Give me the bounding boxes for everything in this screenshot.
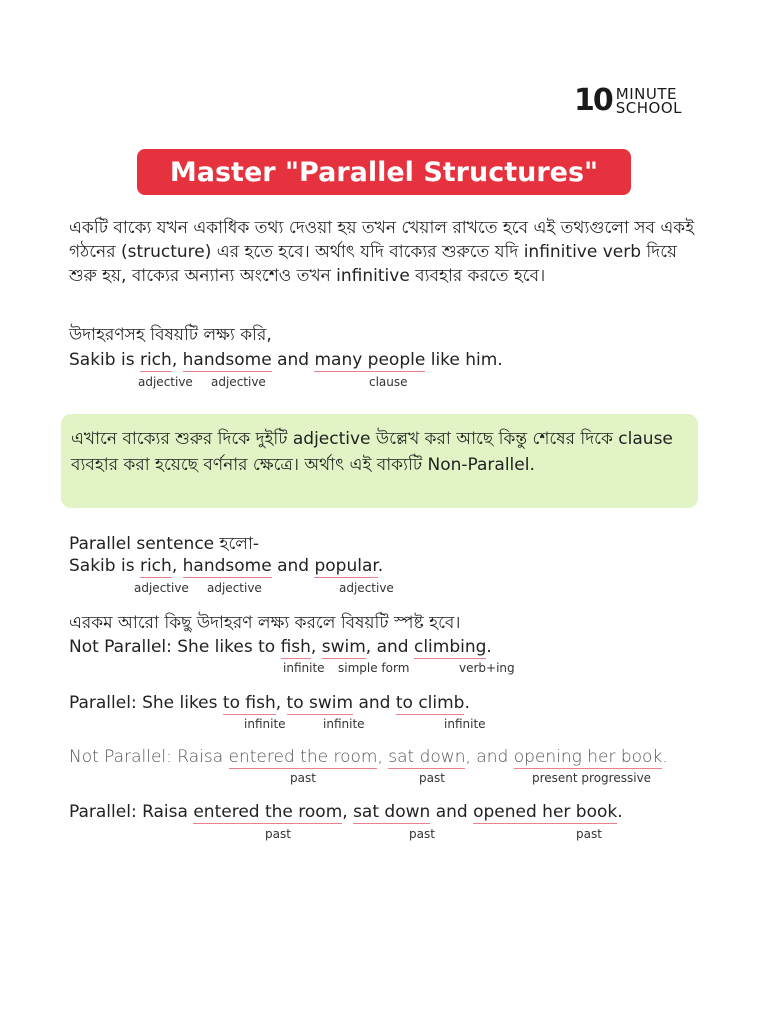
annotation: infinite: [283, 661, 325, 675]
example-sentence-6: Parallel: Raisa entered the room, sat down and opened her book.: [69, 802, 623, 822]
underlined-word: entered the room: [228, 747, 378, 767]
underlined-word: handsome: [182, 556, 272, 576]
underlined-word: fish: [280, 637, 311, 657]
annotation: infinite: [444, 717, 486, 731]
underlined-word: climbing: [413, 637, 487, 657]
logo-line-2: SCHOOL: [615, 99, 682, 117]
logo-wordmark: [616, 87, 682, 115]
annotation: simple form: [338, 661, 410, 675]
example-heading: উদাহরণসহ বিষয়টি লক্ষ্য করি,: [69, 325, 272, 345]
annotation: past: [290, 771, 316, 785]
annotation: adjective: [339, 581, 394, 595]
underlined-word: popular: [314, 556, 378, 576]
annotation: past: [409, 827, 435, 841]
annotation: adjective: [211, 375, 266, 389]
underlined-word: opened her book: [473, 802, 618, 822]
underlined-word: many people: [314, 350, 426, 370]
logo-line-1: MINUTE: [615, 85, 677, 103]
example-sentence-4: Parallel: She likes to fish, to swim and to climb.: [69, 693, 470, 713]
annotation: adjective: [134, 581, 189, 595]
note-box: এখানে বাক্যের শুরুর দিকে দুইটি adjective উল্লেখ করা আছে কিন্তু শেষের দিকে clause ব্যবহার করা হয়েছে বর্ণনার ক্ষেত্রে। অর্থাৎ এই বাক্যটি Non-Parallel.: [61, 414, 698, 508]
logo-number: 10: [574, 83, 612, 118]
annotation: past: [265, 827, 291, 841]
example-sentence-1: Sakib is rich, handsome and many people like him.: [69, 350, 503, 370]
underlined-word: sat down: [353, 802, 431, 822]
10-minute-school-logo: [574, 83, 682, 118]
annotation: adjective: [138, 375, 193, 389]
more-examples-heading: এরকম আরো কিছু উদাহরণ লক্ষ্য করলে বিষয়টি স্পষ্ট হবে।: [69, 613, 461, 633]
intro-paragraph: একটি বাক্যে যখন একাধিক তথ্য দেওয়া হয় তখন খেয়াল রাখতে হবে এই তথ্যগুলো সব একই গঠনের (structure) এর হতে হবে। অর্থাৎ যদি বাক্যের শুরুতে যদি infinitive verb দিয়ে শুরু হয়, বাক্যের অন্যান্য অংশেও তখন infinitive ব্যবহার করতে হবে।: [69, 218, 695, 286]
annotation: infinite: [244, 717, 286, 731]
example-sentence-5: Not Parallel: Raisa entered the room, sat down, and opening her book.: [69, 747, 668, 767]
annotation: adjective: [207, 581, 262, 595]
underlined-word: rich: [139, 556, 172, 576]
annotation: verb+ing: [459, 661, 515, 675]
underlined-word: entered the room: [193, 802, 343, 822]
underlined-word: handsome: [182, 350, 272, 370]
annotation: clause: [369, 375, 408, 389]
parallel-heading: Parallel sentence হলো-: [69, 534, 260, 554]
example-sentence-3: Not Parallel: She likes to fish, swim, and climbing.: [69, 637, 492, 657]
annotation: past: [419, 771, 445, 785]
page-title: Master "Parallel Structures": [137, 149, 631, 195]
underlined-word: swim: [321, 637, 366, 657]
annotation: present progressive: [532, 771, 652, 785]
underlined-word: to swim: [286, 693, 354, 713]
example-sentence-2: Sakib is rich, handsome and popular.: [69, 556, 384, 576]
underlined-word: opening her book: [513, 747, 663, 767]
underlined-word: sat down: [388, 747, 466, 767]
annotation: infinite: [323, 717, 365, 731]
underlined-word: to fish: [222, 693, 276, 713]
underlined-word: to climb: [395, 693, 465, 713]
annotation: past: [576, 827, 602, 841]
underlined-word: rich: [139, 350, 172, 370]
